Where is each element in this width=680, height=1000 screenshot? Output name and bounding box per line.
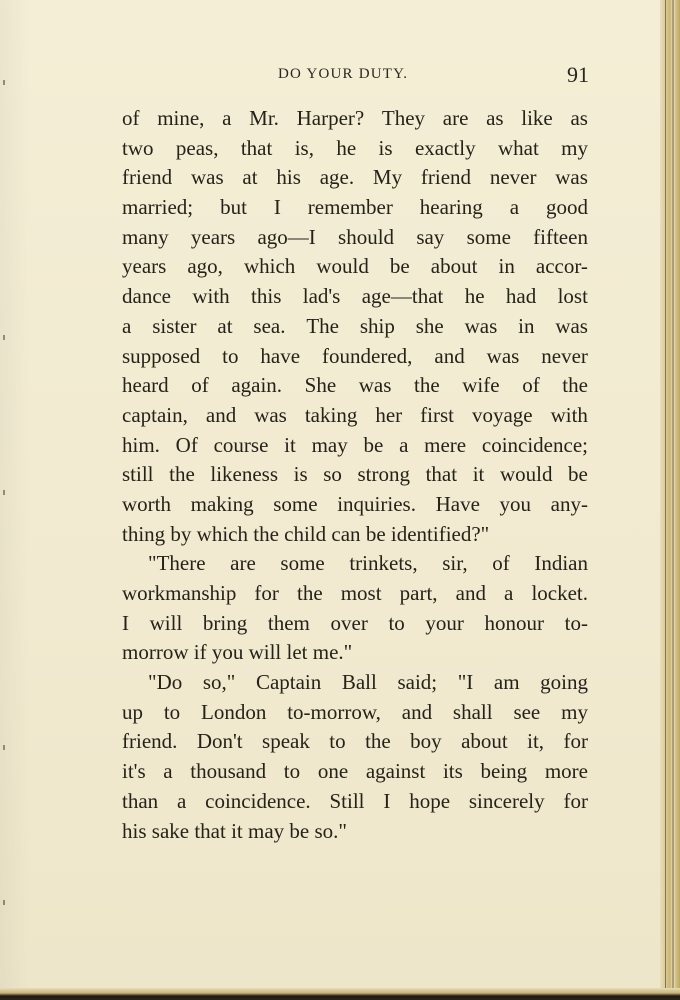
margin-mark	[3, 900, 5, 905]
text-line: him. Of course it may be a mere coincidence;	[122, 432, 588, 457]
text-line: workmanship for the most part, and a locket.	[122, 581, 588, 605]
text-line: two peas, that is, he is exactly what my	[122, 135, 588, 160]
text-line: supposed to have foundered, and was never	[122, 343, 588, 368]
page-edge-bottom	[0, 988, 680, 1000]
text-line: his sake that it may be so."	[122, 818, 347, 843]
text-line: I will bring them over to your honour to-	[122, 610, 588, 635]
text-line: heard of again. She was the wife of the	[122, 373, 588, 398]
body-text	[122, 104, 588, 846]
page-number: 91	[567, 62, 589, 87]
text-line: of mine, a Mr. Harper? They are as like as	[122, 106, 588, 130]
text-line: "Do so," Captain Ball said; "I am going	[148, 670, 588, 695]
text-line: married; but I remember hearing a good	[122, 195, 588, 220]
text-line: "There are some trinkets, sir, of Indian	[148, 551, 588, 576]
text-line: up to London to-morrow, and shall see my	[122, 699, 588, 724]
text-line: than a coincidence. Still I hope sincerely for	[122, 788, 588, 813]
text-line: years ago, which would be about in accor-	[122, 254, 588, 279]
text-line: a sister at sea. The ship she was in was	[122, 313, 588, 338]
text-line: friend. Don't speak to the boy about it, for	[122, 729, 588, 754]
text-line: still the likeness is so strong that it would be	[122, 462, 588, 487]
text-line: dance with this lad's age—that he had lost	[122, 284, 588, 309]
running-head: DO YOUR DUTY.	[278, 66, 409, 82]
margin-mark	[3, 490, 5, 495]
text-line: thing by which the child can be identified?"	[122, 521, 490, 546]
page-header	[122, 62, 592, 90]
text-line: many years ago—I should say some fifteen	[122, 224, 588, 249]
margin-mark	[3, 745, 5, 750]
text-line: morrow if you will let me."	[122, 640, 353, 665]
text-line: friend was at his age. My friend never was	[122, 165, 588, 190]
text-line: worth making some inquiries. Have you any-	[122, 491, 588, 516]
margin-mark	[3, 80, 5, 85]
page-edge-right	[660, 0, 680, 1000]
text-line: it's a thousand to one against its being more	[122, 759, 588, 784]
margin-mark	[3, 335, 5, 340]
text-line: captain, and was taking her first voyage with	[122, 402, 588, 427]
